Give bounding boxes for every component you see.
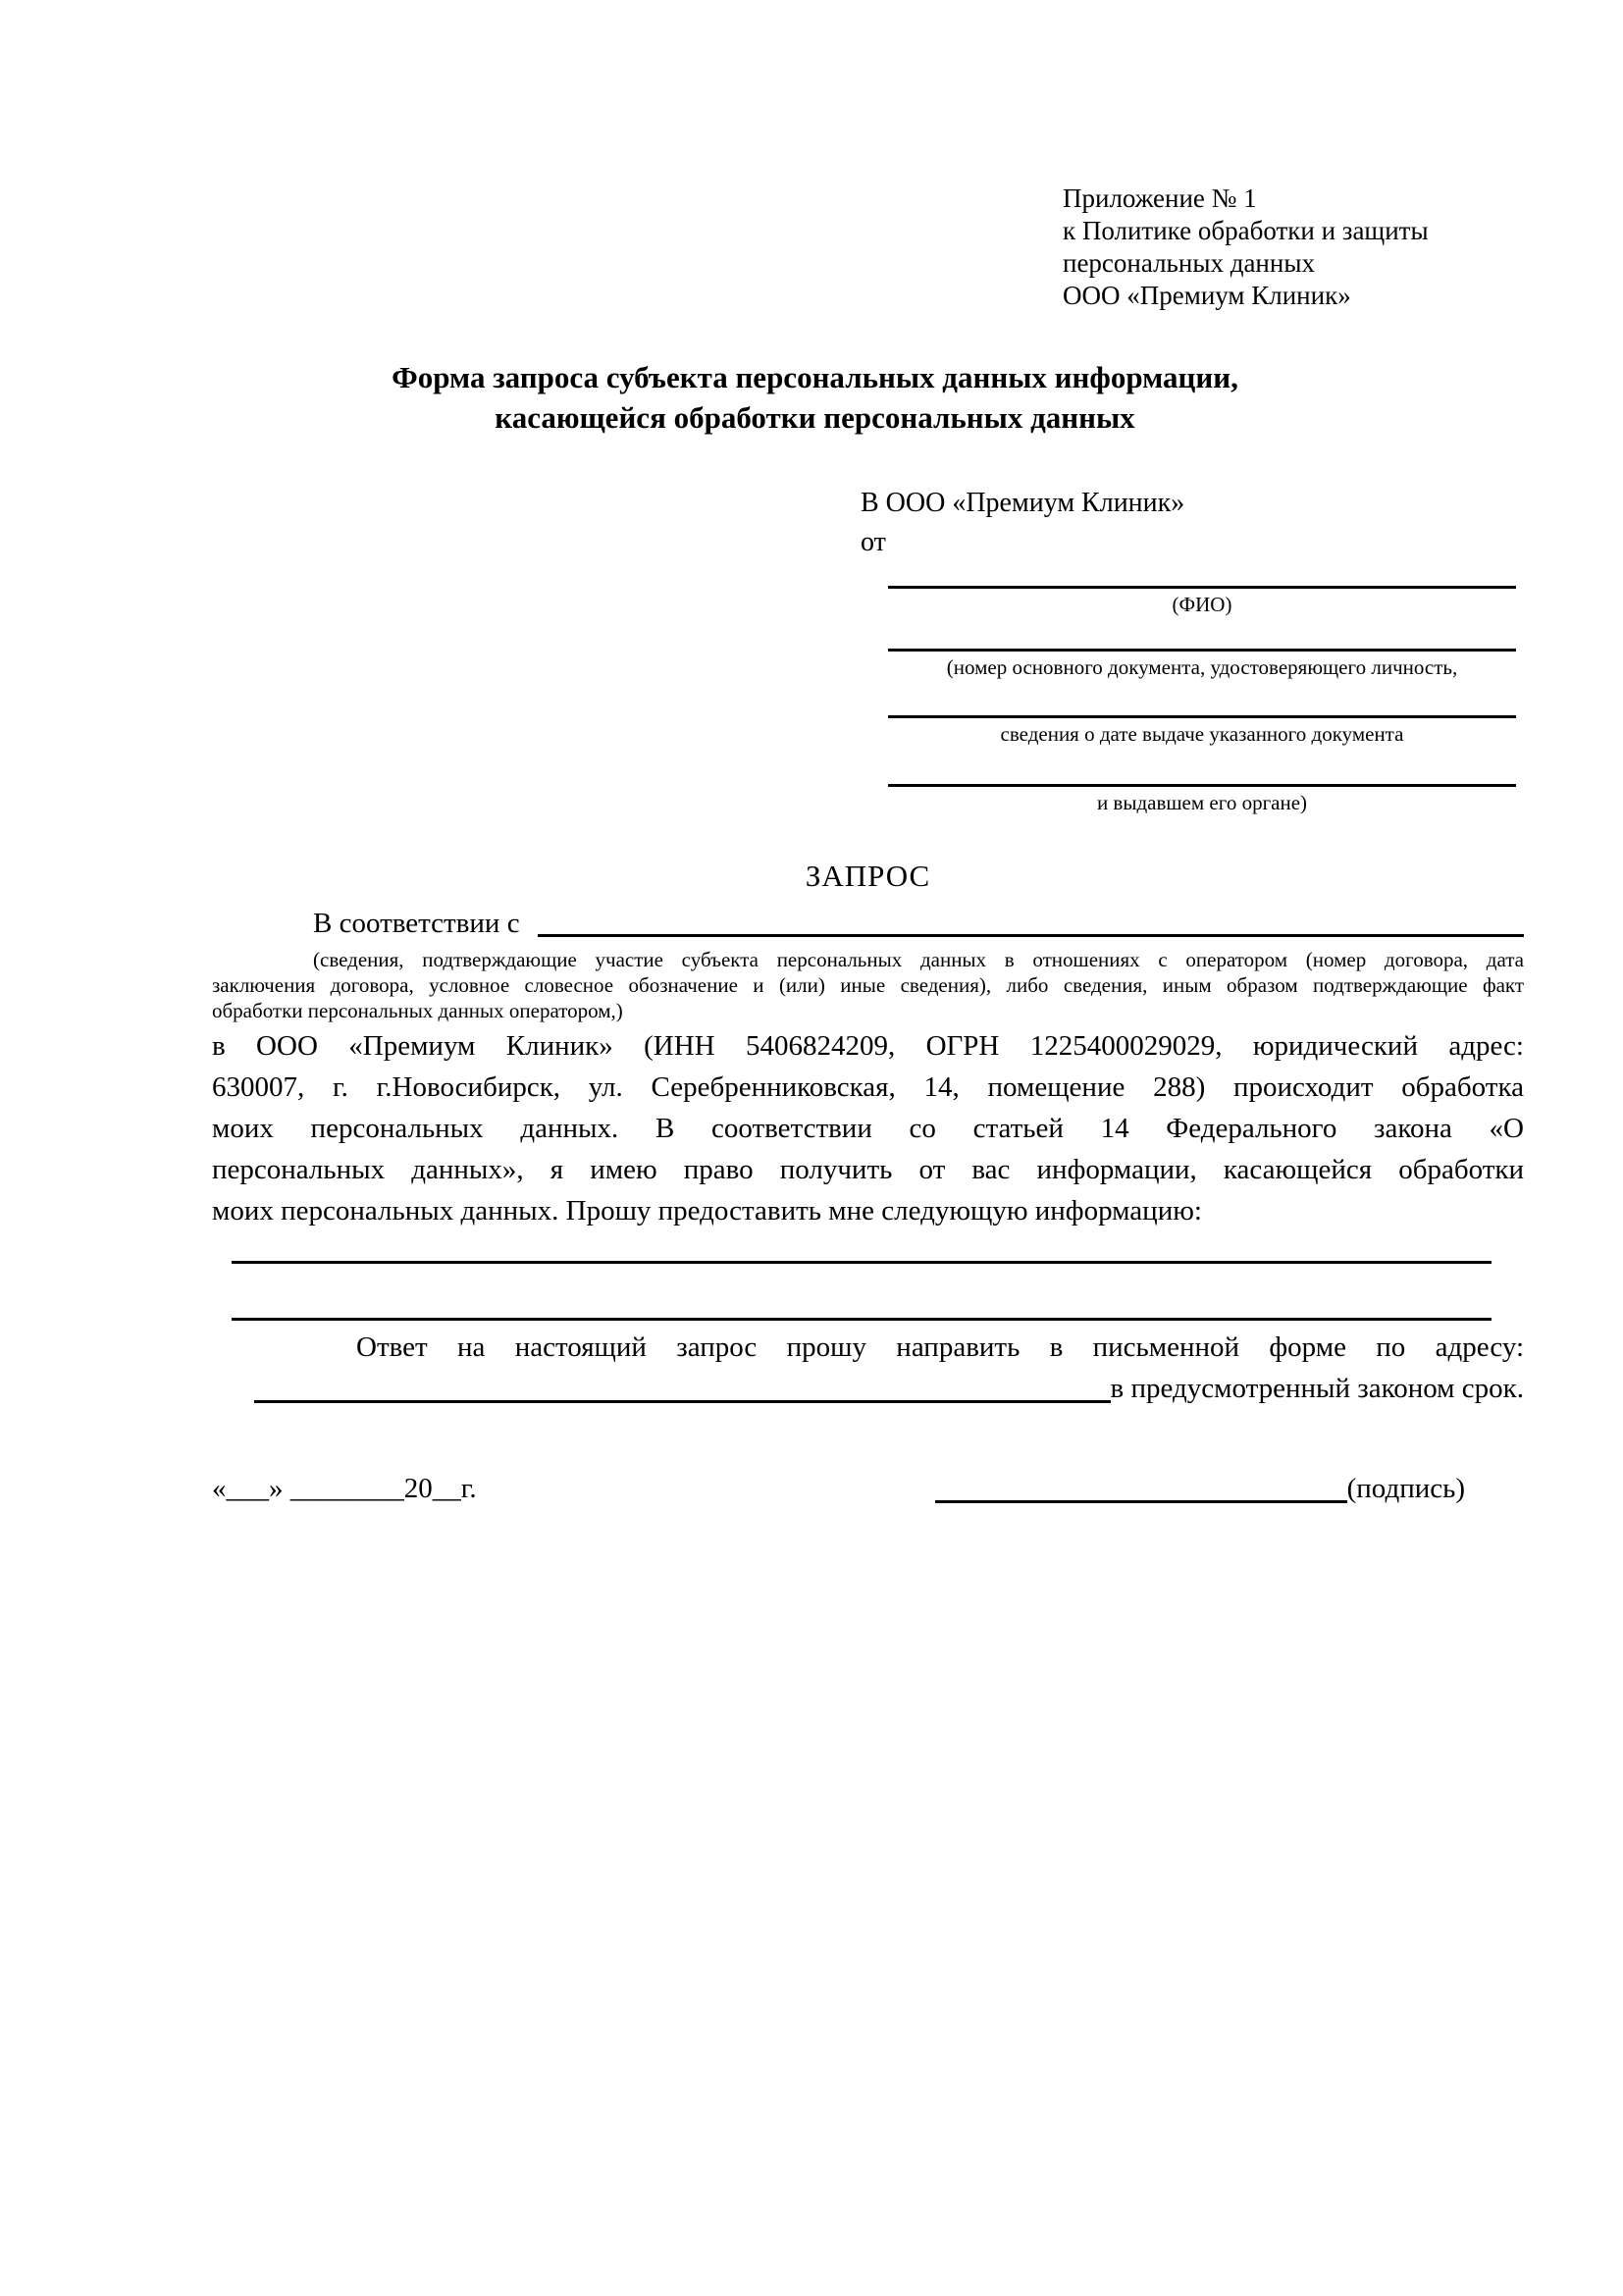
accordance-field-line: [538, 906, 1524, 937]
appendix-header: [1063, 183, 1524, 312]
signature-row: [212, 1468, 1524, 1509]
addressee-block: [861, 484, 1524, 562]
request-body-line: моих персональных данных. Прошу предоставить мне следующую информацию:: [212, 1195, 1202, 1226]
document-number-field: [888, 649, 1516, 680]
date-blank: «___» ________20__г.: [212, 1473, 477, 1504]
page-title: [212, 357, 1524, 438]
accordance-label: В соответствии с: [313, 908, 520, 939]
page-title-line: Форма запроса субъекта персональных данных информации,: [392, 360, 1238, 394]
request-heading: ЗАПРОС: [805, 859, 931, 893]
appendix-header-line: персональных данных: [1063, 248, 1315, 278]
issuing-authority-field: [888, 784, 1516, 815]
signature-line: [935, 1500, 1347, 1503]
addressee-from-label: от: [861, 527, 886, 557]
accordance-note-line: заключения договора, условное словесное обозначение и (или) иные сведения), либо сведения, иным образом подтверждающие факт: [212, 973, 1524, 997]
request-body-line: моих персональных данных. В соответствии со статьей 14 Федерального закона «О: [212, 1113, 1524, 1144]
issue-date-field-caption: сведения о дате выдаче указанного документа: [1000, 722, 1404, 746]
accordance-note-line: обработки персональных данных оператором,): [212, 999, 623, 1022]
info-request-line-1: [232, 1261, 1492, 1264]
accordance-row: [212, 906, 1524, 941]
request-body-line: персональных данных», я имею право получить от вас информации, касающейся обработки: [212, 1154, 1524, 1185]
page-title-line: касающейся обработки персональных данных: [495, 400, 1135, 435]
request-body-line: в ООО «Премиум Клиник» (ИНН 5406824209, ОГРН 1225400029029, юридический адрес:: [212, 1030, 1524, 1062]
reply-address-line: [254, 1368, 1111, 1403]
appendix-header-line: ООО «Премиум Клиник»: [1063, 281, 1351, 310]
addressee-to: В ООО «Премиум Клиник»: [861, 488, 1185, 518]
info-request-line-2: [232, 1318, 1492, 1321]
request-body-line: 630007, г. г.Новосибирск, ул. Серебренниковская, 14, помещение 288) происходит обработка: [212, 1071, 1524, 1103]
fio-field-caption: (ФИО): [1172, 593, 1232, 616]
issue-date-field: [888, 715, 1516, 747]
accordance-note: [212, 947, 1524, 1023]
signature-caption: (подпись): [1346, 1473, 1465, 1504]
appendix-header-line: Приложение № 1: [1063, 183, 1257, 213]
issuing-authority-field-caption: и выдавшем его органе): [1096, 791, 1308, 814]
reply-address-label: Ответ на настоящий запрос прошу направить в письменной форме по адресу:: [356, 1331, 1524, 1363]
fio-field: [888, 586, 1516, 617]
reply-deadline-text: в предусмотренный законом срок.: [1110, 1373, 1524, 1404]
request-body: [212, 1025, 1524, 1231]
document-content: [212, 0, 1524, 1509]
addressee-fields: [888, 586, 1516, 815]
document-number-field-caption: (номер основного документа, удостоверяющего личность,: [946, 655, 1458, 679]
signature-group: [935, 1468, 1465, 1509]
accordance-note-line: (сведения, подтверждающие участие субъекта персональных данных в отношениях с оператором (номер договора, дата: [313, 948, 1524, 971]
appendix-header-line: к Политике обработки и защиты: [1063, 216, 1429, 245]
reply-address-row: [212, 1368, 1524, 1409]
